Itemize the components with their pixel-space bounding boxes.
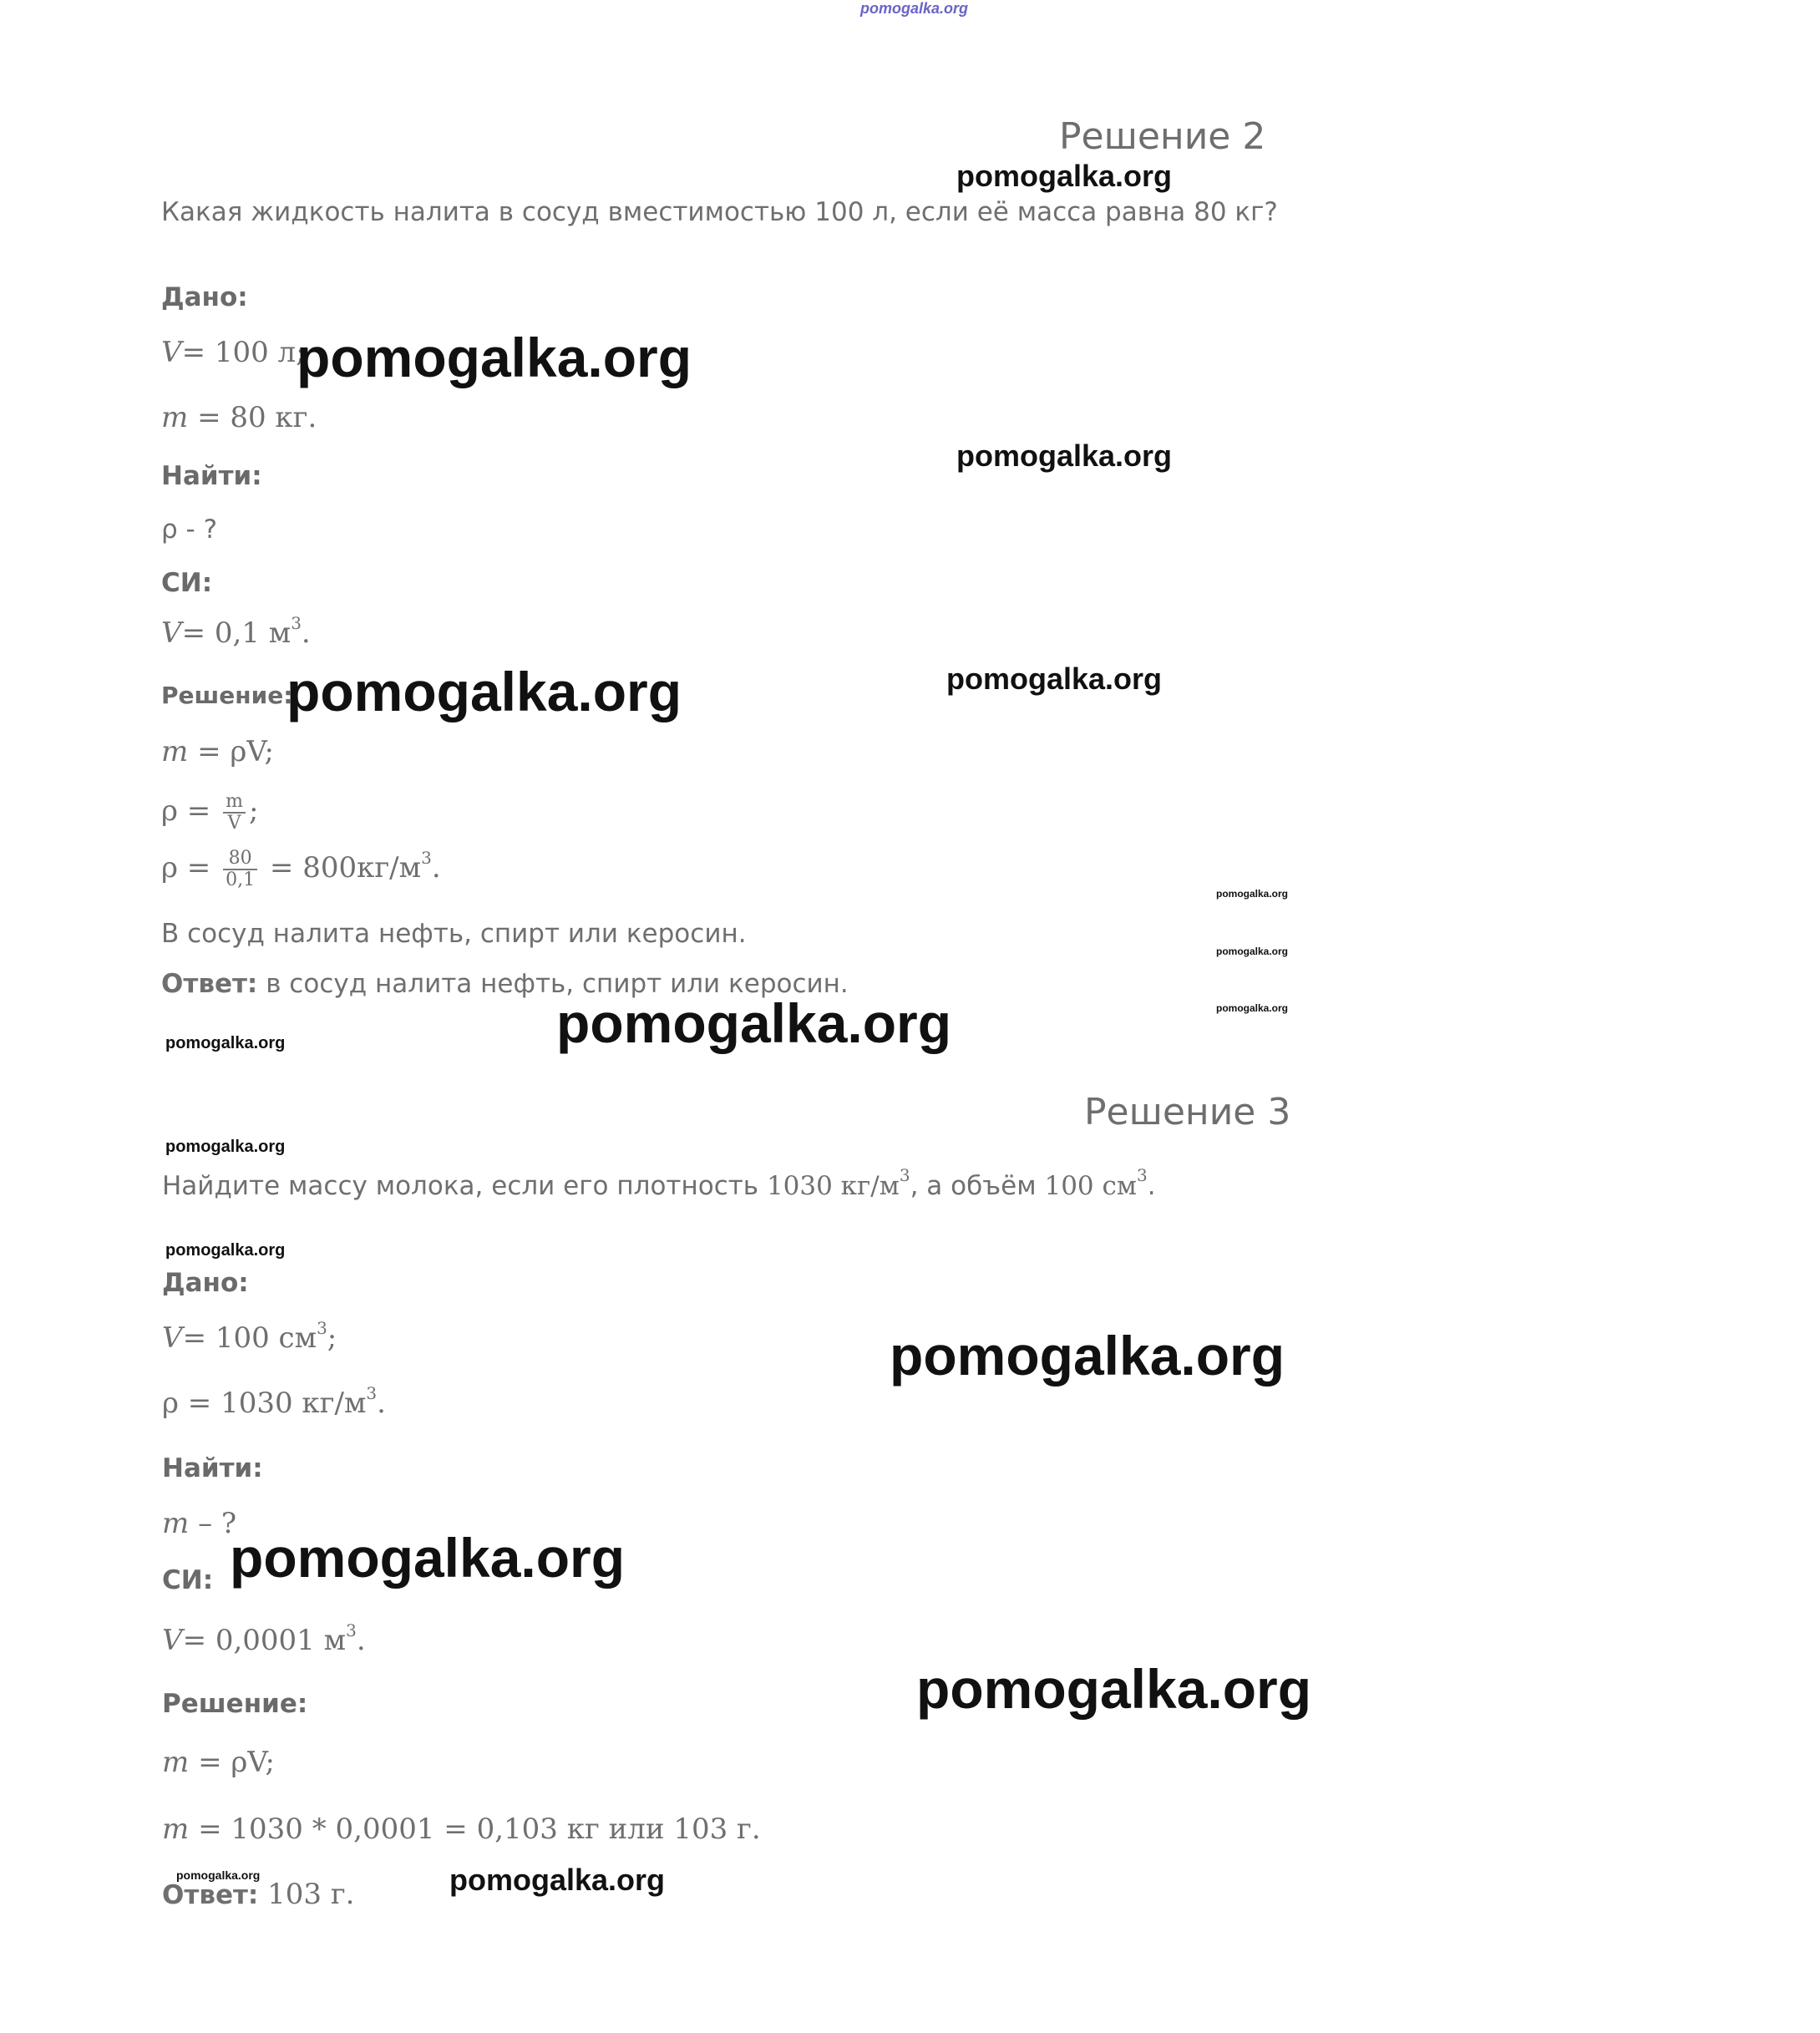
watermark: pomogalka.org (556, 992, 952, 1054)
given-volume: V= 100 л; (161, 336, 306, 369)
given-label: Дано: (161, 282, 248, 312)
given-volume-3: V= 100 $см^3$; (162, 1318, 337, 1355)
solution-3-title: Решение 3 (1084, 1091, 1291, 1133)
conclusion: В сосуд налита нефть, спирт или керосин. (161, 919, 747, 949)
formula-density: ρ = $\frac{m}{V}$ ; (161, 791, 259, 834)
si-label-3: СИ: (162, 1565, 214, 1595)
solution-3-question: Найдите массу молока, если его плотность 1030 $кг/м^3$, а объём 100 $см^3$. (162, 1165, 1156, 1201)
solution-2-question: Какая жидкость налита в сосуд вместимостью 100 л, если её масса равна 80 кг? (161, 197, 1278, 227)
watermark: pomogalka.org (165, 1034, 286, 1052)
watermark: pomogalka.org (956, 159, 1173, 193)
solution-label: Решение: (161, 682, 293, 709)
answer-label-3: Ответ: (162, 1880, 259, 1910)
watermark: pomogalka.org (1216, 1002, 1289, 1014)
watermark: pomogalka.org (165, 1241, 286, 1260)
answer: Ответ: в сосуд налита нефть, спирт или керосин. (161, 969, 849, 999)
watermark: pomogalka.org (297, 327, 692, 388)
si-volume-3: V= 0,0001 $м^3$. (162, 1620, 366, 1657)
watermark: pomogalka.org (165, 1138, 286, 1156)
given-label-3: Дано: (162, 1268, 249, 1298)
solution-2-title: Решение 2 (1059, 115, 1266, 158)
si-label: СИ: (161, 568, 213, 598)
find-label: Найти: (161, 461, 262, 491)
given-density-3: ρ = 1030 $кг/м^3$. (162, 1383, 386, 1420)
given-mass: m = 80 кг. (161, 401, 317, 434)
answer-3: Ответ: 103 г. (162, 1878, 355, 1911)
watermark: pomogalka.org (449, 1863, 666, 1897)
watermark: pomogalka.org (286, 661, 682, 722)
formula-density-calc: ρ = $\frac{80}{0,1}$ = $800кг/м^3$. (161, 848, 441, 890)
find-density: ρ - ? (161, 515, 218, 545)
solution-label-3: Решение: (162, 1689, 308, 1719)
answer-label: Ответ: (161, 969, 258, 999)
watermark: pomogalka.org (890, 1325, 1285, 1387)
watermark: pomogalka.org (1216, 946, 1289, 957)
formula-mass: m = ρV; (161, 735, 274, 768)
formula-mass-calc-3: m = 1030 * 0,0001 = 0,103 кг или 103 г. (162, 1812, 761, 1846)
watermark: pomogalka.org (946, 662, 1163, 696)
find-mass-3: m – ? (162, 1507, 237, 1540)
watermark: pomogalka.org (1216, 888, 1289, 900)
si-volume: V= 0,1 $м^3$. (161, 613, 311, 650)
watermark: pomogalka.org (916, 1658, 1312, 1720)
find-label-3: Найти: (162, 1453, 263, 1483)
watermark: pomogalka.org (176, 1868, 261, 1882)
watermark: pomogalka.org (860, 0, 969, 17)
watermark: pomogalka.org (956, 439, 1173, 473)
formula-mass-3: m = ρV; (162, 1746, 275, 1779)
watermark: pomogalka.org (230, 1527, 626, 1589)
